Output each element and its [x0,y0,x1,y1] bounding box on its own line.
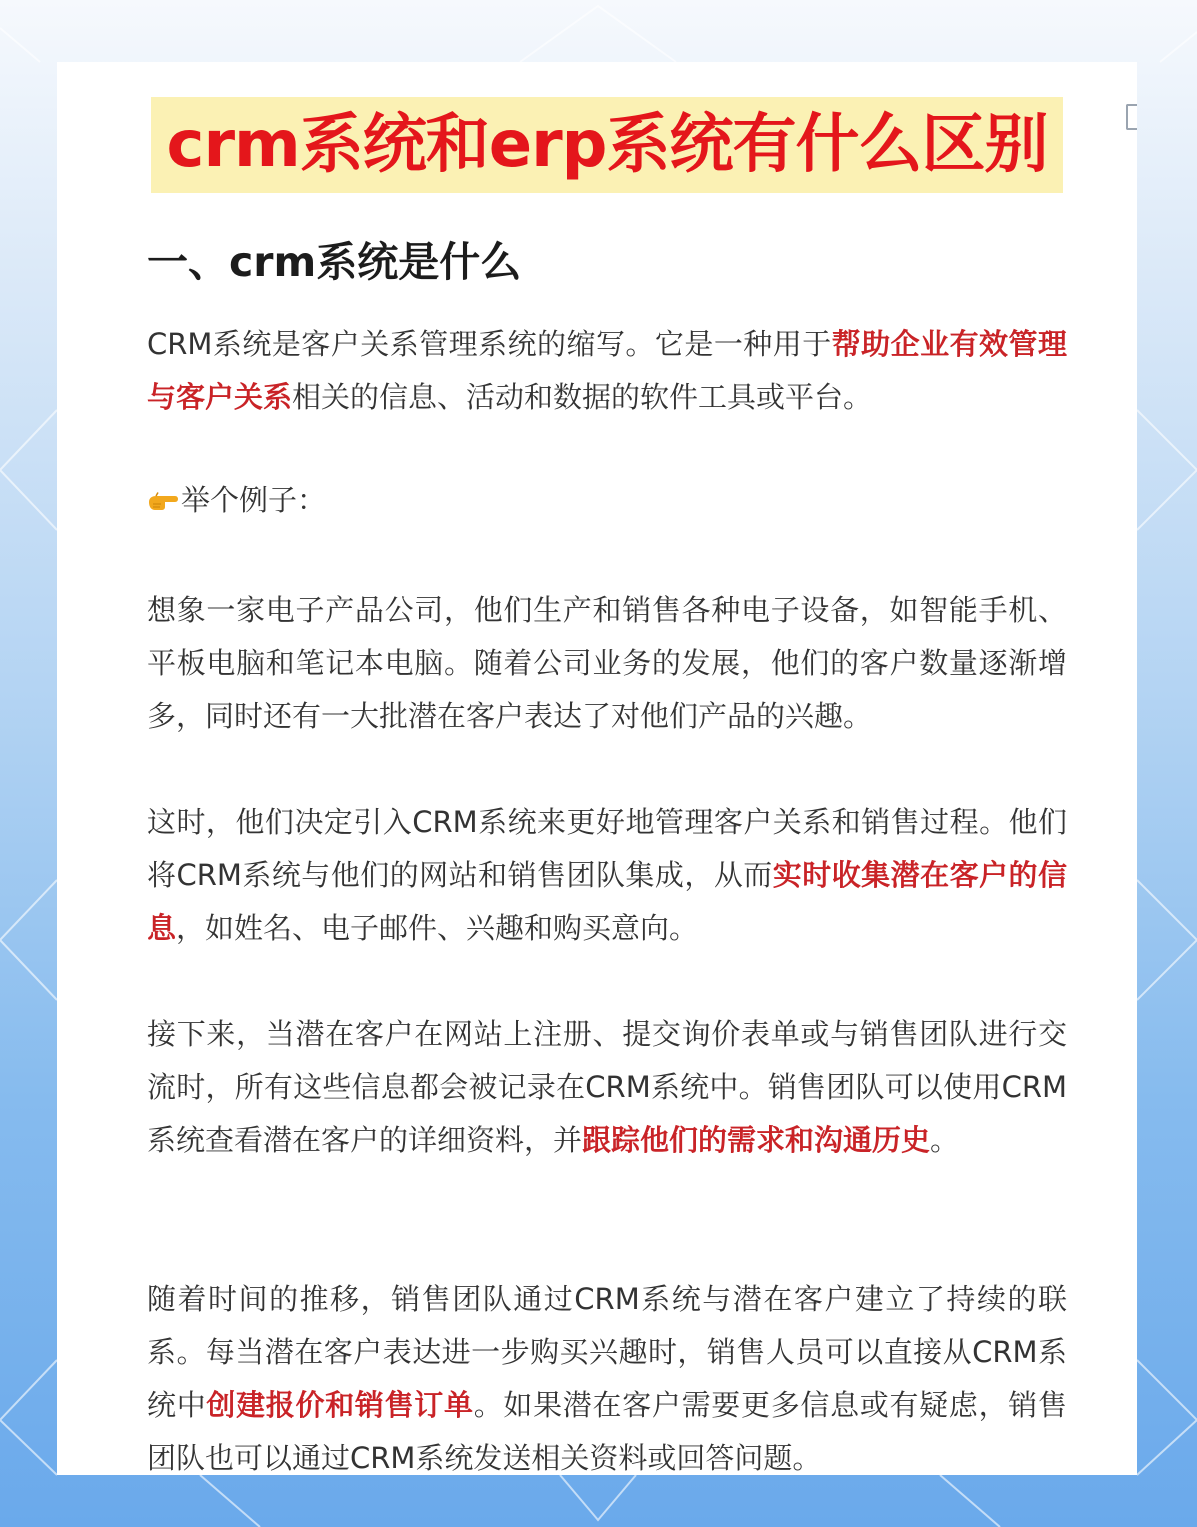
body-text: 接下来，当潜在客户在网站上注册、提交询价表单或与销售团队进行交流时，所有这些信息都会被记录在CRM系统中。销售团队可以使用CRM系统查看潜在客户的详细资料，并 [147,1017,1067,1157]
article-title: crm系统和erp系统有什么区别 [166,108,1048,182]
paragraph-definition [147,318,1067,424]
body-text: 。如果潜在客户需要更多信息或有疑虑，销售团队也可以通过CRM系统发送相关资料或回答问题。 [147,1388,1067,1475]
paragraph-records [147,1008,1067,1167]
highlighted-text: 创建报价和销售订单 [206,1388,474,1422]
example-label [147,474,326,527]
section-heading: 一、crm系统是什么 [147,238,522,286]
pointing-hand-icon [147,490,179,512]
body-text: 随着时间的推移，销售团队通过CRM系统与潜在客户建立了持续的联系。每当潜在客户表达进一步购买兴趣时，销售人员可以直接从CRM系统中 [147,1282,1067,1422]
body-text: CRM系统是客户关系管理系统的缩写。它是一种用于 [147,327,832,361]
example-label-text: 举个例子： [181,483,327,517]
edge-bracket-icon [1126,104,1137,130]
highlighted-text: 跟踪他们的需求和沟通历史 [582,1123,931,1157]
body-text: 想象一家电子产品公司，他们生产和销售各种电子设备，如智能手机、平板电脑和笔记本电脑。随着公司业务的发展，他们的客户数量逐渐增多，同时还有一大批潜在客户表达了对他们产品的兴趣。 [147,593,1067,733]
body-text: 。 [930,1123,960,1157]
body-text: 这时，他们决定引入CRM系统来更好地管理客户关系和销售过程。他们将CRM系统与他们的网站和销售团队集成，从而 [147,805,1067,892]
paragraph-followup [147,1273,1067,1475]
paragraph-scenario [147,584,1067,743]
highlighted-text: 帮助企业有效管理与客户关系 [147,327,1067,414]
body-text: ，如姓名、电子邮件、兴趣和购买意向。 [176,911,699,945]
highlighted-text: 实时收集潜在客户的信息 [147,858,1067,945]
article-card [57,62,1137,1475]
paragraph-crm-intro [147,796,1067,955]
body-text: 相关的信息、活动和数据的软件工具或平台。 [292,380,873,414]
